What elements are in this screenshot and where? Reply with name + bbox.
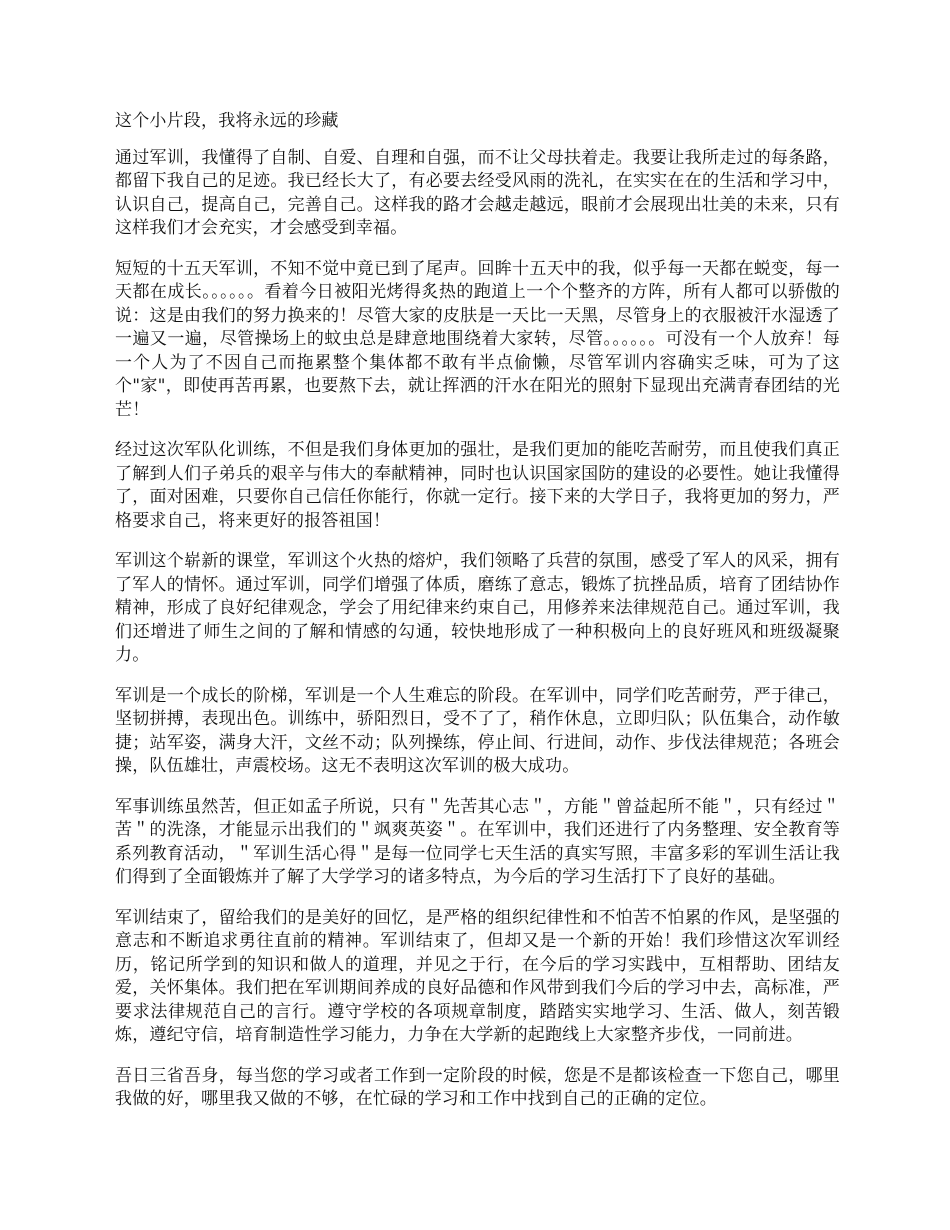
paragraph-fifteen-days: 短短的十五天军训，不知不觉中竟已到了尾声。回眸十五天中的我，似乎每一天都在蜕变，每一天都在成长。。。。。。看着今日被阳光烤得炙热的跑道上一个个整齐的方阵，所有人都可以骄傲的说：这是由我们的努力换来的！尽管大家的皮肤是一天比一天黑，尽管身上的衣服被汗水湿透了一遍又一遍，尽管操场上的蚊虫总是肆意地围绕着大家转，尽管。。。。。。可没有一个人放弃！每一个人为了不因自己而拖累整个集体都不敢有半点偷懒，尽管军训内容确实乏味，可为了这个"家"，即使再苦再累，也要熬下去，就让挥洒的汗水在阳光的照射下显现出充满青春团结的光芒！	[115, 258, 840, 420]
paragraph-training-ends: 军训结束了，留给我们的是美好的回忆，是严格的组织纪律性和不怕苦不怕累的作风，是坚强的意志和不断追求勇往直前的精神。军训结束了，但却又是一个新的开始！我们珍惜这次军训经历，铭记所学到的知识和做人的道理，并见之于行，在今后的学习实践中，互相帮助、团结友爱，关怀集体。我们把在军训期间养成的良好品德和作风带到我们今后的学习中去，高标准，严要求法律规范自己的言行。遵守学校的各项规章制度，踏踏实实地学习、生活、做人，刻苦锻炼，遵纪守信，培育制造性学习能力，力争在大学新的起跑线上大家整齐步伐，一同前进。	[115, 907, 840, 1045]
paragraph-hard-training: 军事训练虽然苦，但正如孟子所说，只有＂先苦其心志＂，方能＂曾益起所不能＂，只有经过＂苦＂的洗涤，才能显示出我们的＂飒爽英姿＂。在军训中，我们还进行了内务整理、安全教育等系列教育活动，＂军训生活心得＂是每一位同学七天生活的真实写照，丰富多彩的军训生活让我们得到了全面锻炼并了解了大学学习的诸多特点，为今后的学习生活打下了良好的基础。	[115, 796, 840, 887]
paragraph-military-training: 经过这次军队化训练，不但是我们身体更加的强壮，是我们更加的能吃苦耐劳，而且使我们真正了解到人们子弟兵的艰辛与伟大的奉献精神，同时也认识国家国防的建设的必要性。她让我懂得了，面对困难，只要你自己信任你能行，你就一定行。接下来的大学日子，我将更加的努力，严格要求自己，将来更好的报答祖国！	[115, 440, 840, 531]
paragraph-growth-ladder: 军训是一个成长的阶梯，军训是一个人生难忘的阶段。在军训中，同学们吃苦耐劳，严于律己，坚韧拼搏，表现出色。训练中，骄阳烈日，受不了了，稍作休息，立即归队；队伍集合，动作敏捷；站军姿，满身大汗，文丝不动；队列操练，停止间、行进间，动作、步伐法律规范；各班会操，队伍雄壮，声震校场。这无不表明这次军训的极大成功。	[115, 685, 840, 776]
paragraph-self-discipline: 通过军训，我懂得了自制、自爱、自理和自强，而不让父母扶着走。我要让我所走过的每条路，都留下我自己的足迹。我已经长大了，有必要去经受风雨的洗礼，在实实在在的生活和学习中，认识自己，提高自己，完善自己。这样我的路才会越走越远，眼前才会展现出壮美的未来，只有这样我们才会充实，才会感受到幸福。	[115, 147, 840, 238]
paragraph-self-reflection: 吾日三省吾身，每当您的学习或者工作到一定阶段的时候，您是不是都该检查一下您自己，哪里我做的好，哪里我又做的不够，在忙碌的学习和工作中找到自己的正确的定位。	[115, 1065, 840, 1109]
document-page	[115, 110, 840, 1129]
document-title-line: 这个小片段，我将永远的珍藏	[115, 111, 339, 131]
paragraph-new-classroom: 军训这个崭新的课堂，军训这个火热的熔炉，我们领略了兵营的氛围，感受了军人的风采，拥有了军人的情怀。通过军训，同学们增强了体质，磨练了意志，锻炼了抗挫品质，培育了团结协作精神，形成了良好纪律观念，学会了用纪律来约束自己，用修养来法律规范自己。通过军训，我们还增进了师生之间的了解和情感的勾通，较快地形成了一种积极向上的良好班风和班级凝聚力。	[115, 551, 840, 665]
